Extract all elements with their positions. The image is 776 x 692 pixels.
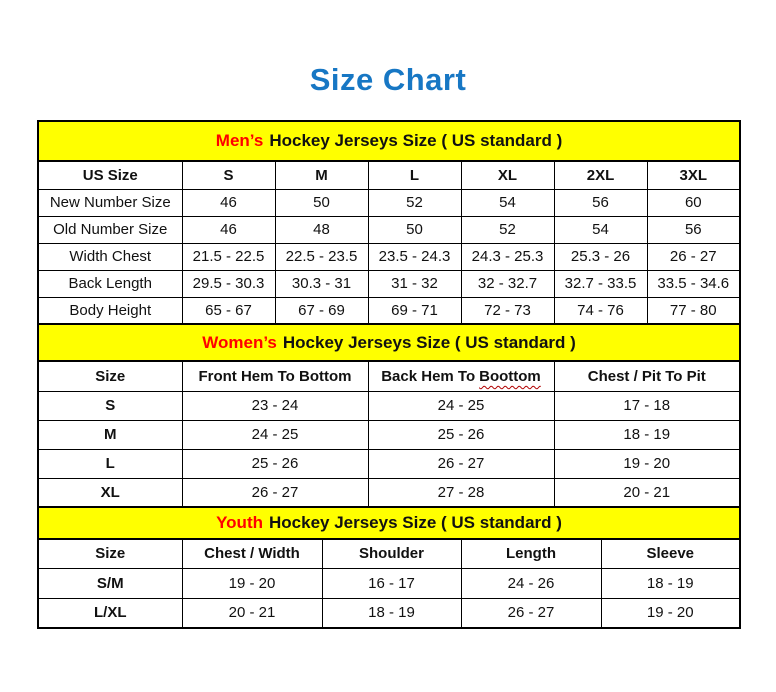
value-cell: 16 - 17: [322, 568, 461, 598]
value-cell: 19 - 20: [601, 598, 740, 628]
youth-size-table: [37, 506, 741, 629]
womens-size-table: [37, 323, 741, 508]
value-cell: 24 - 26: [461, 568, 601, 598]
row-label: Width Chest: [38, 243, 182, 270]
value-cell: 21.5 - 22.5: [182, 243, 275, 270]
row-label: New Number Size: [38, 189, 182, 216]
value-cell: 24.3 - 25.3: [461, 243, 554, 270]
value-cell: 33.5 - 34.6: [647, 270, 740, 297]
size-label: S/M: [38, 568, 182, 598]
value-cell: 50: [275, 189, 368, 216]
size-label: XL: [38, 478, 182, 507]
value-cell: 56: [554, 189, 647, 216]
value-cell: 20 - 21: [554, 478, 740, 507]
column-header: L: [368, 161, 461, 189]
column-header: M: [275, 161, 368, 189]
value-cell: 26 - 27: [368, 449, 554, 478]
value-cell: 23.5 - 24.3: [368, 243, 461, 270]
value-cell: 74 - 76: [554, 297, 647, 324]
value-cell: 69 - 71: [368, 297, 461, 324]
table-row: [38, 216, 740, 243]
size-label: M: [38, 420, 182, 449]
youth-banner-highlight: Youth: [216, 513, 263, 532]
table-row: [38, 189, 740, 216]
column-header: Length: [461, 539, 601, 568]
value-cell: 46: [182, 189, 275, 216]
value-cell: 48: [275, 216, 368, 243]
value-cell: 24 - 25: [182, 420, 368, 449]
value-cell: 23 - 24: [182, 391, 368, 420]
table-row: [38, 270, 740, 297]
value-cell: 46: [182, 216, 275, 243]
youth-banner-row: [38, 507, 740, 539]
size-label: S: [38, 391, 182, 420]
value-cell: 26 - 27: [182, 478, 368, 507]
mens-banner-highlight: Men’s: [215, 131, 264, 150]
row-label: Old Number Size: [38, 216, 182, 243]
mens-banner-row: [38, 121, 740, 161]
value-cell: 18 - 19: [554, 420, 740, 449]
value-cell: 52: [368, 189, 461, 216]
table-row: [38, 297, 740, 324]
value-cell: 26 - 27: [647, 243, 740, 270]
value-cell: 52: [461, 216, 554, 243]
column-header: XL: [461, 161, 554, 189]
mens-banner-text: Hockey Jerseys Size ( US standard ): [269, 131, 563, 150]
column-header: Front Hem To Bottom: [182, 361, 368, 391]
mens-size-table: [37, 120, 741, 325]
value-cell: 19 - 20: [554, 449, 740, 478]
value-cell: 18 - 19: [322, 598, 461, 628]
size-label: L/XL: [38, 598, 182, 628]
table-row: [38, 391, 740, 420]
page-title: Size Chart: [309, 62, 467, 97]
value-cell: 17 - 18: [554, 391, 740, 420]
mens-banner: [38, 121, 740, 161]
table-row: [38, 478, 740, 507]
column-header: Chest / Width: [182, 539, 322, 568]
column-header: [368, 361, 554, 391]
womens-header-row: [38, 361, 740, 391]
row-label: Back Length: [38, 270, 182, 297]
column-header: Size: [38, 539, 182, 568]
value-cell: 24 - 25: [368, 391, 554, 420]
column-header: S: [182, 161, 275, 189]
size-chart-tables: [37, 120, 739, 629]
value-cell: 25 - 26: [368, 420, 554, 449]
column-header: Size: [38, 361, 182, 391]
table-row: [38, 598, 740, 628]
value-cell: 67 - 69: [275, 297, 368, 324]
column-header: Shoulder: [322, 539, 461, 568]
row-label: Body Height: [38, 297, 182, 324]
value-cell: 56: [647, 216, 740, 243]
value-cell: 25 - 26: [182, 449, 368, 478]
column-header: 2XL: [554, 161, 647, 189]
youth-banner-text: Hockey Jerseys Size ( US standard ): [269, 513, 562, 532]
value-cell: 19 - 20: [182, 568, 322, 598]
column-header: 3XL: [647, 161, 740, 189]
mens-header-row: [38, 161, 740, 189]
value-cell: 22.5 - 23.5: [275, 243, 368, 270]
column-header: Sleeve: [601, 539, 740, 568]
youth-banner: [38, 507, 740, 539]
value-cell: 25.3 - 26: [554, 243, 647, 270]
womens-banner-text: Hockey Jerseys Size ( US standard ): [282, 332, 576, 352]
value-cell: 18 - 19: [601, 568, 740, 598]
value-cell: 77 - 80: [647, 297, 740, 324]
value-cell: 54: [461, 189, 554, 216]
value-cell: 20 - 21: [182, 598, 322, 628]
column-header: US Size: [38, 161, 182, 189]
table-row: [38, 243, 740, 270]
youth-header-row: [38, 539, 740, 568]
womens-banner: [38, 324, 740, 361]
value-cell: 32 - 32.7: [461, 270, 554, 297]
value-cell: 30.3 - 31: [275, 270, 368, 297]
value-cell: 26 - 27: [461, 598, 601, 628]
value-cell: 29.5 - 30.3: [182, 270, 275, 297]
misspelled-word-squiggle: Boottom: [479, 367, 541, 385]
value-cell: 65 - 67: [182, 297, 275, 324]
value-cell: 32.7 - 33.5: [554, 270, 647, 297]
value-cell: 27 - 28: [368, 478, 554, 507]
column-header: Chest / Pit To Pit: [554, 361, 740, 391]
table-row: [38, 568, 740, 598]
value-cell: 31 - 32: [368, 270, 461, 297]
value-cell: 50: [368, 216, 461, 243]
womens-banner-row: [38, 324, 740, 361]
column-header-text: Back Hem To: [381, 367, 476, 385]
value-cell: 60: [647, 189, 740, 216]
table-row: [38, 449, 740, 478]
value-cell: 72 - 73: [461, 297, 554, 324]
value-cell: 54: [554, 216, 647, 243]
womens-banner-highlight: Women’s: [202, 332, 277, 352]
table-row: [38, 420, 740, 449]
size-label: L: [38, 449, 182, 478]
